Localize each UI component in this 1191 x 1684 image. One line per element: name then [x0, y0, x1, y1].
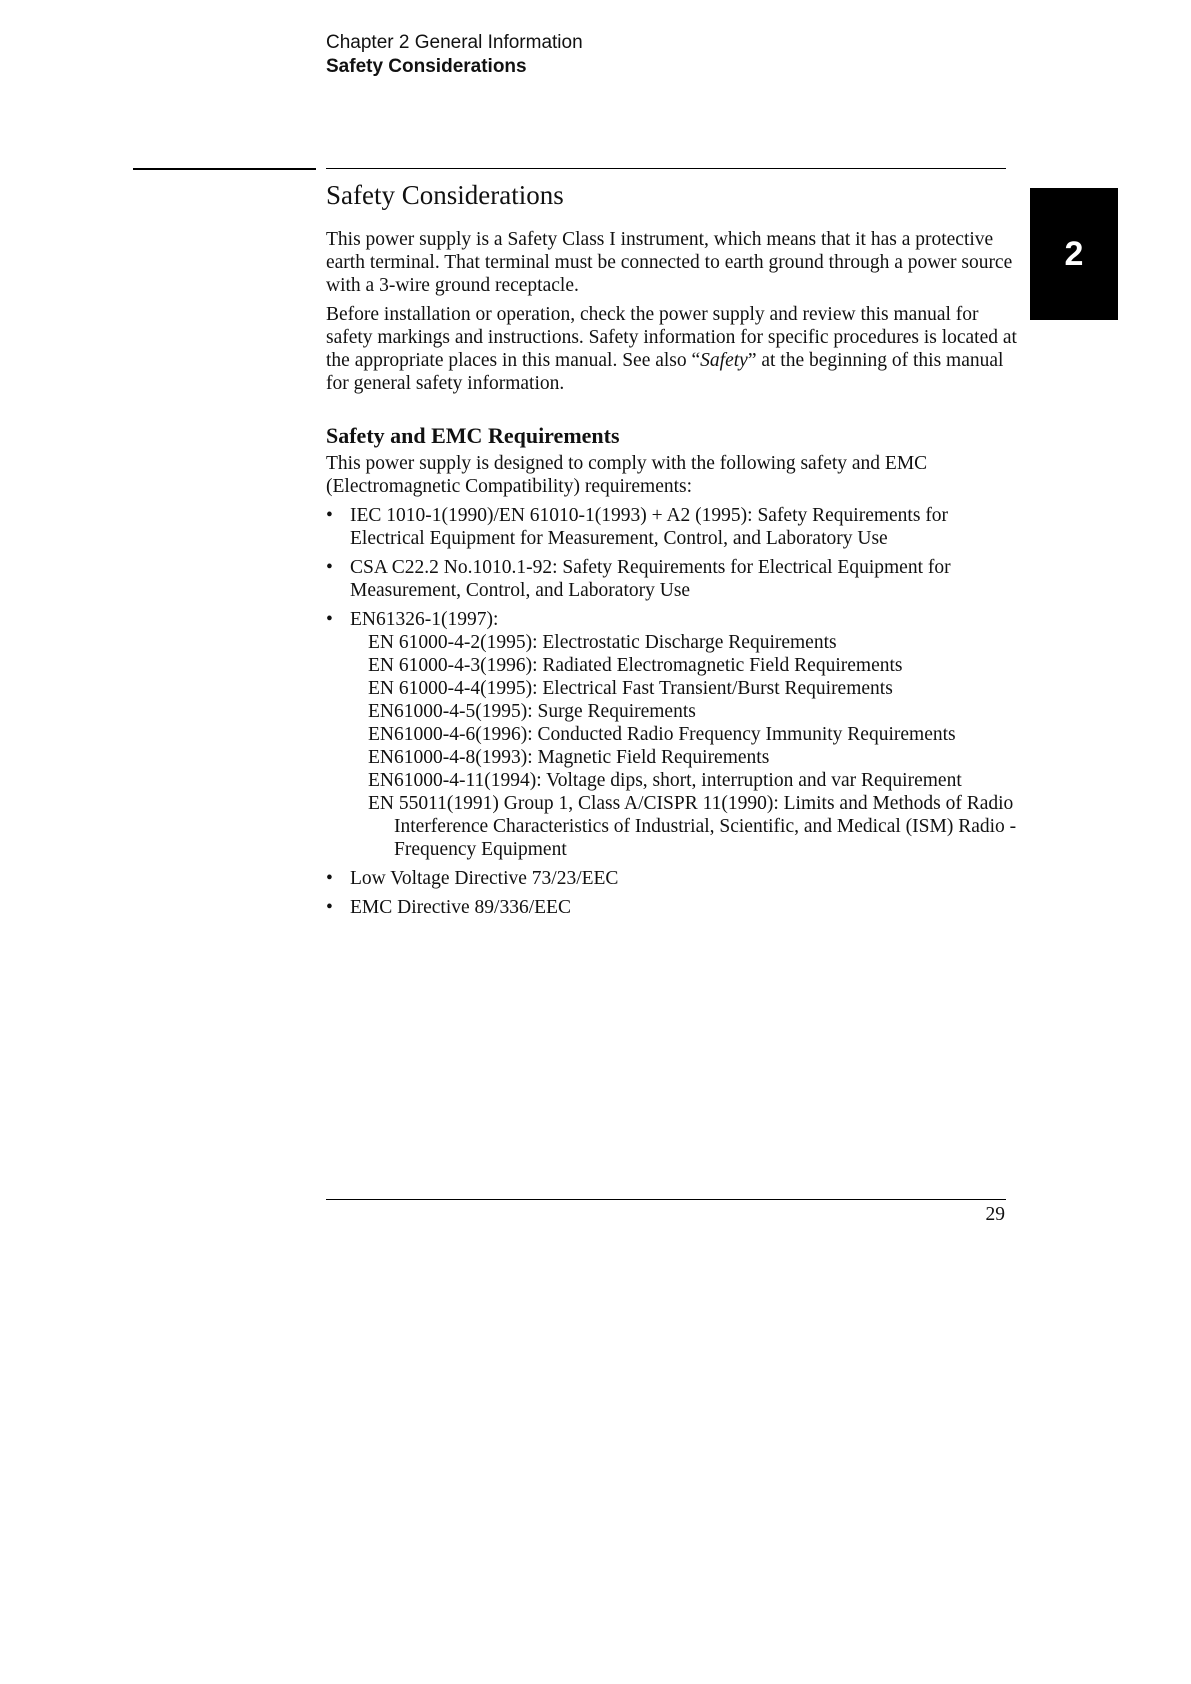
header-rule — [326, 168, 1006, 169]
list-item — [326, 608, 1026, 861]
list-item-text: Low Voltage Directive 73/23/EEC — [350, 868, 619, 889]
footer-rule — [326, 1199, 1006, 1200]
subsection-title: Safety and EMC Requirements — [326, 423, 620, 448]
safety-reference: Safety — [700, 350, 748, 371]
intro-paragraph: This power supply is a Safety Class I instrument, which means that it has a protective earth terminal. That terminal must be connected to earth ground through a power source with a 3-wire ground receptacle. — [326, 229, 1013, 296]
para-text-start: Before installation or operation, check the power supply and review this manual for safety markings and instructions. Safety information for specific procedures is located at the appropriate places in this manual. See also “ — [326, 304, 1017, 371]
list-item — [326, 896, 1026, 919]
sublist-item: EN61000-4-11(1994): Voltage dips, short, interruption and var Requirement — [368, 770, 962, 791]
running-header — [326, 31, 583, 79]
chapter-tab-label: 2 — [1064, 234, 1084, 273]
bullet-icon: • — [326, 897, 333, 918]
para-text-end: ” at the beginning of this manual for general safety information. — [326, 350, 1004, 394]
bullet-icon: • — [326, 609, 333, 630]
sublist-item: EN 61000-4-3(1996): Radiated Electromagnetic Field Requirements — [368, 655, 903, 676]
list-item — [326, 556, 1026, 602]
sublist-item: EN 61000-4-2(1995): Electrostatic Discharge Requirements — [368, 632, 837, 653]
chapter-tab — [1030, 188, 1118, 320]
sublist-item: EN61000-4-6(1996): Conducted Radio Frequency Immunity Requirements — [368, 724, 956, 745]
page-title: Safety Considerations — [326, 180, 564, 210]
bullet-icon: • — [326, 505, 333, 526]
safety-reference-paragraph — [326, 303, 1026, 395]
list-item-text: EN61326-1(1997): — [350, 609, 499, 630]
bullet-icon: • — [326, 557, 333, 578]
bullet-icon: • — [326, 868, 333, 889]
chapter-heading: Chapter 2 General Information — [326, 32, 583, 53]
sublist-item: EN 55011(1991) Group 1, Class A/CISPR 11(1990): Limits and Methods of Radio Interference Characteristics of Industrial, Scientific, and Medical (ISM) Radio - Frequency Equipment — [368, 793, 1017, 860]
sublist-item: EN 61000-4-4(1995): Electrical Fast Transient/Burst Requirements — [368, 678, 893, 699]
list-item — [326, 867, 1026, 890]
main-content — [326, 178, 1026, 925]
requirements-intro: This power supply is designed to comply with the following safety and EMC (Electromagnetic Compatibility) requirements: — [326, 453, 928, 497]
section-heading: Safety Considerations — [326, 56, 527, 77]
list-item-text: CSA C22.2 No.1010.1-92: Safety Requirements for Electrical Equipment for Measurement, Control, and Laboratory Use — [350, 557, 951, 601]
page-number: 29 — [985, 1204, 1005, 1225]
en61326-sublist — [350, 631, 1026, 861]
requirements-list — [326, 504, 1026, 919]
list-item-text: EMC Directive 89/336/EEC — [350, 897, 571, 918]
sublist-item: EN61000-4-8(1993): Magnetic Field Requirements — [368, 747, 770, 768]
sublist-item: EN61000-4-5(1995): Surge Requirements — [368, 701, 696, 722]
list-item — [326, 504, 1026, 550]
list-item-text: IEC 1010-1(1990)/EN 61010-1(1993) + A2 (1995): Safety Requirements for Electrical Equipment for Measurement, Control, and Laboratory Use — [350, 505, 949, 549]
header-rule-left — [133, 168, 316, 170]
